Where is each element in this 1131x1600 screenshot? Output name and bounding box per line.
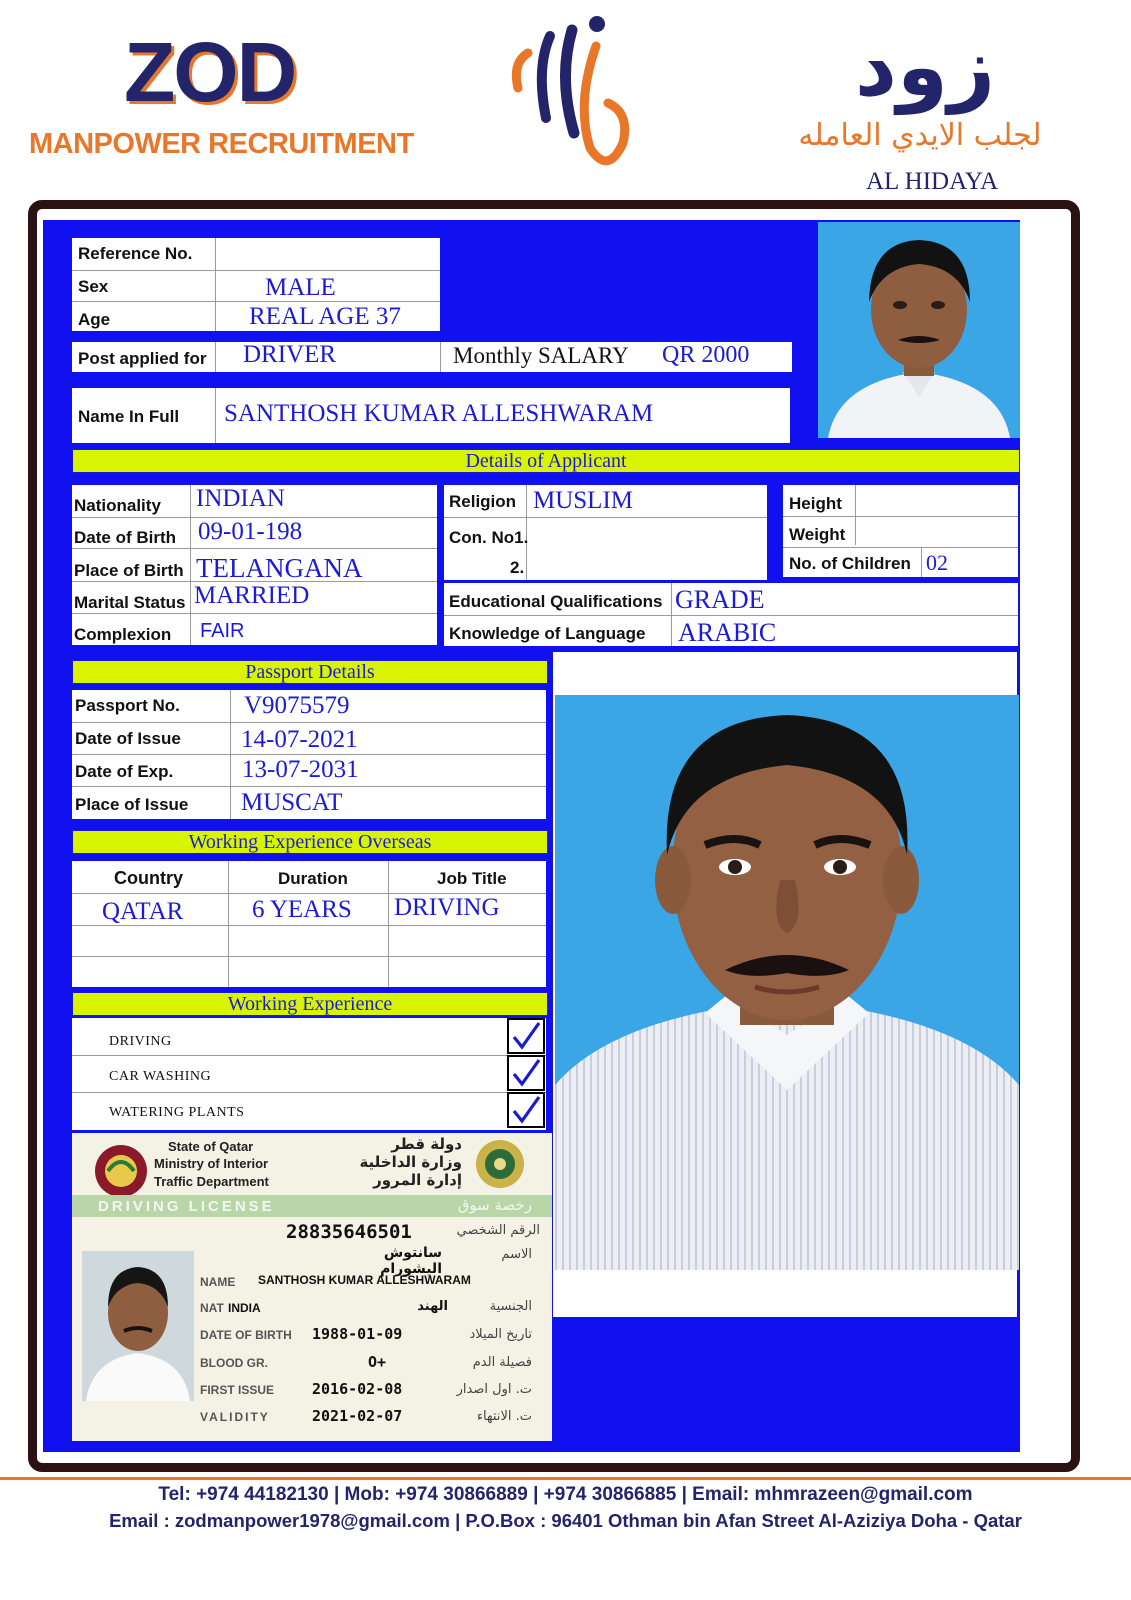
nationality-label: Nationality bbox=[74, 496, 161, 515]
license-nat-ar: الجنسية bbox=[489, 1299, 532, 1314]
education-label: Educational Qualifications bbox=[449, 592, 663, 611]
post-label: Post applied for bbox=[78, 349, 207, 368]
expiry-date-label: Date of Exp. bbox=[75, 762, 174, 781]
skill-item: CAR WASHING bbox=[109, 1069, 212, 1084]
post-value: DRIVER bbox=[243, 341, 337, 368]
overseas-title: Working Experience Overseas bbox=[72, 830, 548, 854]
religion-value: MUSLIM bbox=[533, 487, 634, 514]
skill-checkbox bbox=[507, 1018, 545, 1054]
skill-item: DRIVING bbox=[109, 1034, 172, 1049]
col-duration: Duration bbox=[278, 869, 348, 888]
issue-date-value: 14-07-2021 bbox=[241, 726, 358, 753]
height-label: Height bbox=[789, 494, 842, 513]
license-issue: 2016-02-08 bbox=[312, 1380, 403, 1398]
license-issue-ar: ت. اول اصدار bbox=[456, 1382, 532, 1397]
company-logo bbox=[498, 8, 638, 178]
license-name-label: NAME bbox=[200, 1275, 236, 1289]
overseas-duration: 6 YEARS bbox=[252, 896, 352, 923]
skill-checkbox bbox=[507, 1055, 545, 1091]
license-title-ar: رخصة سوق bbox=[457, 1196, 532, 1214]
license-validity: 2021-02-07 bbox=[312, 1407, 403, 1425]
sex-label: Sex bbox=[78, 277, 109, 296]
license-name-ar: سانتوش اليشورام bbox=[380, 1245, 442, 1277]
pob-value: TELANGANA bbox=[196, 553, 363, 583]
marital-label: Marital Status bbox=[74, 593, 186, 612]
license-name-ar-label: الاسم bbox=[501, 1247, 532, 1262]
driving-license-card bbox=[72, 1133, 552, 1441]
contact2-label: 2. bbox=[510, 558, 525, 577]
license-validity-label: VALIDITY bbox=[200, 1410, 270, 1424]
footer-contact-line2: Email : zodmanpower1978@gmail.com | P.O.Box : 96401 Othman bin Afan Street Al-Aziziya Doha - Qatar bbox=[109, 1510, 1022, 1531]
marital-value: MARRIED bbox=[194, 582, 310, 609]
complexion-value: FAIR bbox=[200, 620, 245, 642]
name-label: Name In Full bbox=[78, 407, 180, 426]
brand-arabic: زود bbox=[854, 20, 996, 115]
brand-title: ZOD bbox=[124, 25, 296, 119]
brand-arabic-subtitle: لجلب الايدي العامله bbox=[798, 118, 1042, 153]
dob-label: Date of Birth bbox=[74, 528, 176, 547]
check-icon bbox=[509, 1057, 543, 1089]
pob-label: Place of Birth bbox=[74, 561, 184, 580]
license-name: SANTHOSH KUMAR ALLESHWARAM bbox=[258, 1273, 471, 1287]
qatar-emblem bbox=[86, 1141, 156, 1199]
applicant-photo-large bbox=[555, 695, 1019, 1270]
language-value: ARABIC bbox=[678, 618, 777, 647]
age-label: Age bbox=[78, 310, 111, 329]
license-nat-ar-value: الهند bbox=[417, 1299, 448, 1314]
language-label: Knowledge of Language bbox=[449, 624, 646, 643]
license-dob-label: DATE OF BIRTH bbox=[200, 1328, 292, 1342]
passport-no-label: Passport No. bbox=[75, 696, 180, 715]
license-number: 28835646501 bbox=[286, 1221, 412, 1243]
license-ministry-en: Ministry of Interior bbox=[154, 1156, 269, 1171]
salary-value: QR 2000 bbox=[662, 342, 750, 368]
issue-date-label: Date of Issue bbox=[75, 729, 181, 748]
issue-place-value: MUSCAT bbox=[241, 789, 343, 816]
children-value: 02 bbox=[926, 550, 948, 575]
education-value: GRADE bbox=[675, 585, 765, 614]
children-label: No. of Children bbox=[789, 554, 911, 573]
col-job-title: Job Title bbox=[437, 869, 507, 888]
complexion-label: Complexion bbox=[74, 625, 172, 644]
license-title-en: DRIVING LICENSE bbox=[98, 1198, 275, 1215]
license-state-ar: دولة قطر bbox=[391, 1135, 462, 1153]
license-number-ar-label: الرقم الشخصي bbox=[456, 1223, 540, 1238]
footer-contact-line1: Tel: +974 44182130 | Mob: +974 30866889 | +974 30866885 | Email: mhmrazeen@gmail.com bbox=[158, 1484, 973, 1505]
salary-label: Monthly SALARY bbox=[453, 343, 629, 368]
license-dob: 1988-01-09 bbox=[312, 1325, 403, 1343]
sex-value: MALE bbox=[265, 274, 336, 301]
skill-item: WATERING PLANTS bbox=[109, 1105, 245, 1120]
experience-title: Working Experience bbox=[72, 992, 548, 1016]
check-icon bbox=[509, 1020, 543, 1052]
nationality-value: INDIAN bbox=[196, 485, 285, 512]
license-validity-ar: ت. الانتهاء bbox=[476, 1409, 532, 1424]
col-country: Country bbox=[114, 868, 183, 888]
issue-place-label: Place of Issue bbox=[75, 795, 189, 814]
license-nat-label: NAT bbox=[200, 1301, 224, 1315]
brand-subtitle: MANPOWER RECRUITMENT bbox=[29, 128, 414, 160]
expiry-date-value: 13-07-2031 bbox=[242, 756, 359, 783]
passport-title: Passport Details bbox=[72, 660, 548, 684]
applicant-photo-small bbox=[818, 222, 1020, 438]
footer-rule bbox=[0, 1477, 1131, 1480]
brand-right-title: AL HIDAYA bbox=[866, 168, 999, 195]
license-issue-label: FIRST ISSUE bbox=[200, 1383, 275, 1397]
license-photo bbox=[82, 1251, 194, 1401]
skill-checkbox bbox=[507, 1092, 545, 1128]
ministry-seal bbox=[470, 1135, 530, 1193]
contact1-label: Con. No1. bbox=[449, 528, 529, 547]
license-dob-ar: تاريخ الميلاد bbox=[469, 1327, 532, 1342]
license-dept-en: Traffic Department bbox=[154, 1174, 269, 1189]
license-dept-ar: إدارة المرور bbox=[373, 1171, 462, 1189]
license-blood: O+ bbox=[368, 1353, 387, 1371]
passport-no-value: V9075579 bbox=[244, 692, 350, 719]
overseas-country: QATAR bbox=[102, 898, 184, 925]
weight-label: Weight bbox=[789, 525, 846, 544]
reference-label: Reference No. bbox=[78, 244, 193, 263]
dob-value: 09-01-198 bbox=[198, 518, 303, 545]
religion-label: Religion bbox=[449, 492, 517, 511]
license-blood-label: BLOOD GR. bbox=[200, 1356, 268, 1370]
license-ministry-ar: وزارة الداخلية bbox=[359, 1153, 462, 1171]
check-icon bbox=[509, 1094, 543, 1126]
license-nat: INDIA bbox=[228, 1301, 261, 1315]
overseas-job-title: DRIVING bbox=[394, 894, 500, 921]
license-blood-ar: فصيلة الدم bbox=[472, 1355, 532, 1370]
license-state-en: State of Qatar bbox=[168, 1139, 254, 1154]
name-value: SANTHOSH KUMAR ALLESHWARAM bbox=[224, 400, 654, 427]
age-value: REAL AGE 37 bbox=[249, 303, 401, 330]
details-title: Details of Applicant bbox=[72, 449, 1020, 473]
